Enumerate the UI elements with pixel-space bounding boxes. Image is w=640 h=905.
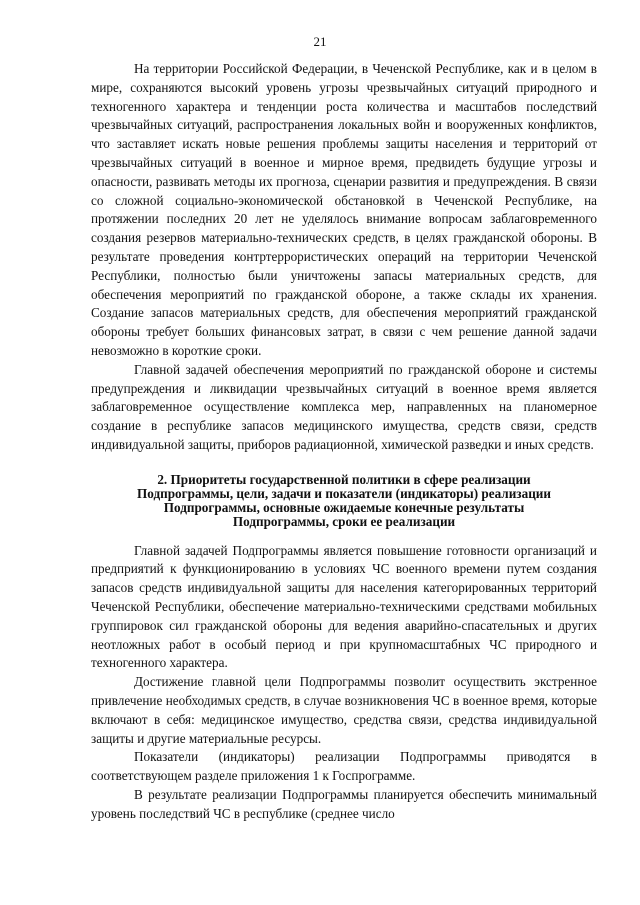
section-heading-line-4: Подпрограммы, сроки ее реализации <box>232 514 456 530</box>
paragraph-section-1: Главной задачей Подпрограммы является повышение готовности организаций и предприятий к функционированию в условиях ЧС военного времени путем создания запасов средств индивидуальной защиты для населения категорированных территорий Чеченской Республики, обеспечение материально-техническими средствами мобильных группировок сил гражданской обороны для ведения аварийно-спасательных и других неотложных работ в особый период и при крупномасштабных ЧС природного и техногенного характера. <box>91 542 597 671</box>
section-heading-line-1: 2. Приоритеты государственной политики в сфере реализации <box>157 471 531 487</box>
page-body <box>91 60 597 824</box>
spacer <box>91 530 597 542</box>
spacer <box>91 455 597 473</box>
page-number: 21 <box>313 34 327 49</box>
section-heading <box>91 473 597 530</box>
section-heading-line-3: Подпрограммы, основные ожидаемые конечные результаты <box>163 500 525 516</box>
section-heading-line-2: Подпрограммы, цели, задачи и показатели (индикаторы) реализации <box>136 485 551 501</box>
paragraph-section-4: В результате реализации Подпрограммы планируется обеспечить минимальный уровень последствий ЧС в республике (среднее число <box>91 786 597 821</box>
paragraph-intro-1: На территории Российской Федерации, в Чеченской Республике, как и в целом в мире, сохраняются высокий уровень угрозы чрезвычайных ситуаций природного и техногенного характера и тенденции роста количества и масштабов последствий чрезвычайных ситуаций, распространения локальных войн и вооруженных конфликтов, что заставляет искать новые решения проблемы защиты населения и территорий от чрезвычайных ситуаций в военное и мирное время, предвидеть будущие угрозы и опасности, развивать методы их прогноза, сценарии развития и предупреждения. В связи со сложной социально-экономической обстановкой в Чеченской Республике, на протяжении последних 20 лет не уделялось внимание вопросам заблаговременного создания резервов материально-технических средств, в целях гражданской обороны. В результате проведения контртеррористических операций на территории Чеченской Республики, полностью были уничтожены запасы материальных средств, для обеспечения мероприятий по гражданской обороне, а также склады их хранения. Создание запасов материальных средств, для обеспечения мероприятий гражданской обороны требует больших финансовых затрат, в связи с чем решение данной задачи невозможно в короткие сроки. <box>91 61 597 358</box>
paragraph-section-2: Достижение главной цели Подпрограммы позволит осуществить экстренное привлечение необходимых средств, в случае возникновения ЧС в военное время, которые включают в себя: медицинское имущество, средства связи, средства индивидуальной защиты и другие материальные ресурсы. <box>91 674 597 746</box>
paragraph-intro-2: Главной задачей обеспечения мероприятий по гражданской обороне и системы предупреждения и ликвидации чрезвычайных ситуаций в военное время является заблаговременное осуществление комплекса мер, направленных на планомерное создание в республике запасов медицинского имущества, средств связи, средств индивидуальной защиты, приборов радиационной, химической разведки и иных средств. <box>91 361 597 452</box>
paragraph-section-3: Показатели (индикаторы) реализации Подпрограммы приводятся в соответствующем разделе приложения 1 к Госпрограмме. <box>91 749 597 784</box>
